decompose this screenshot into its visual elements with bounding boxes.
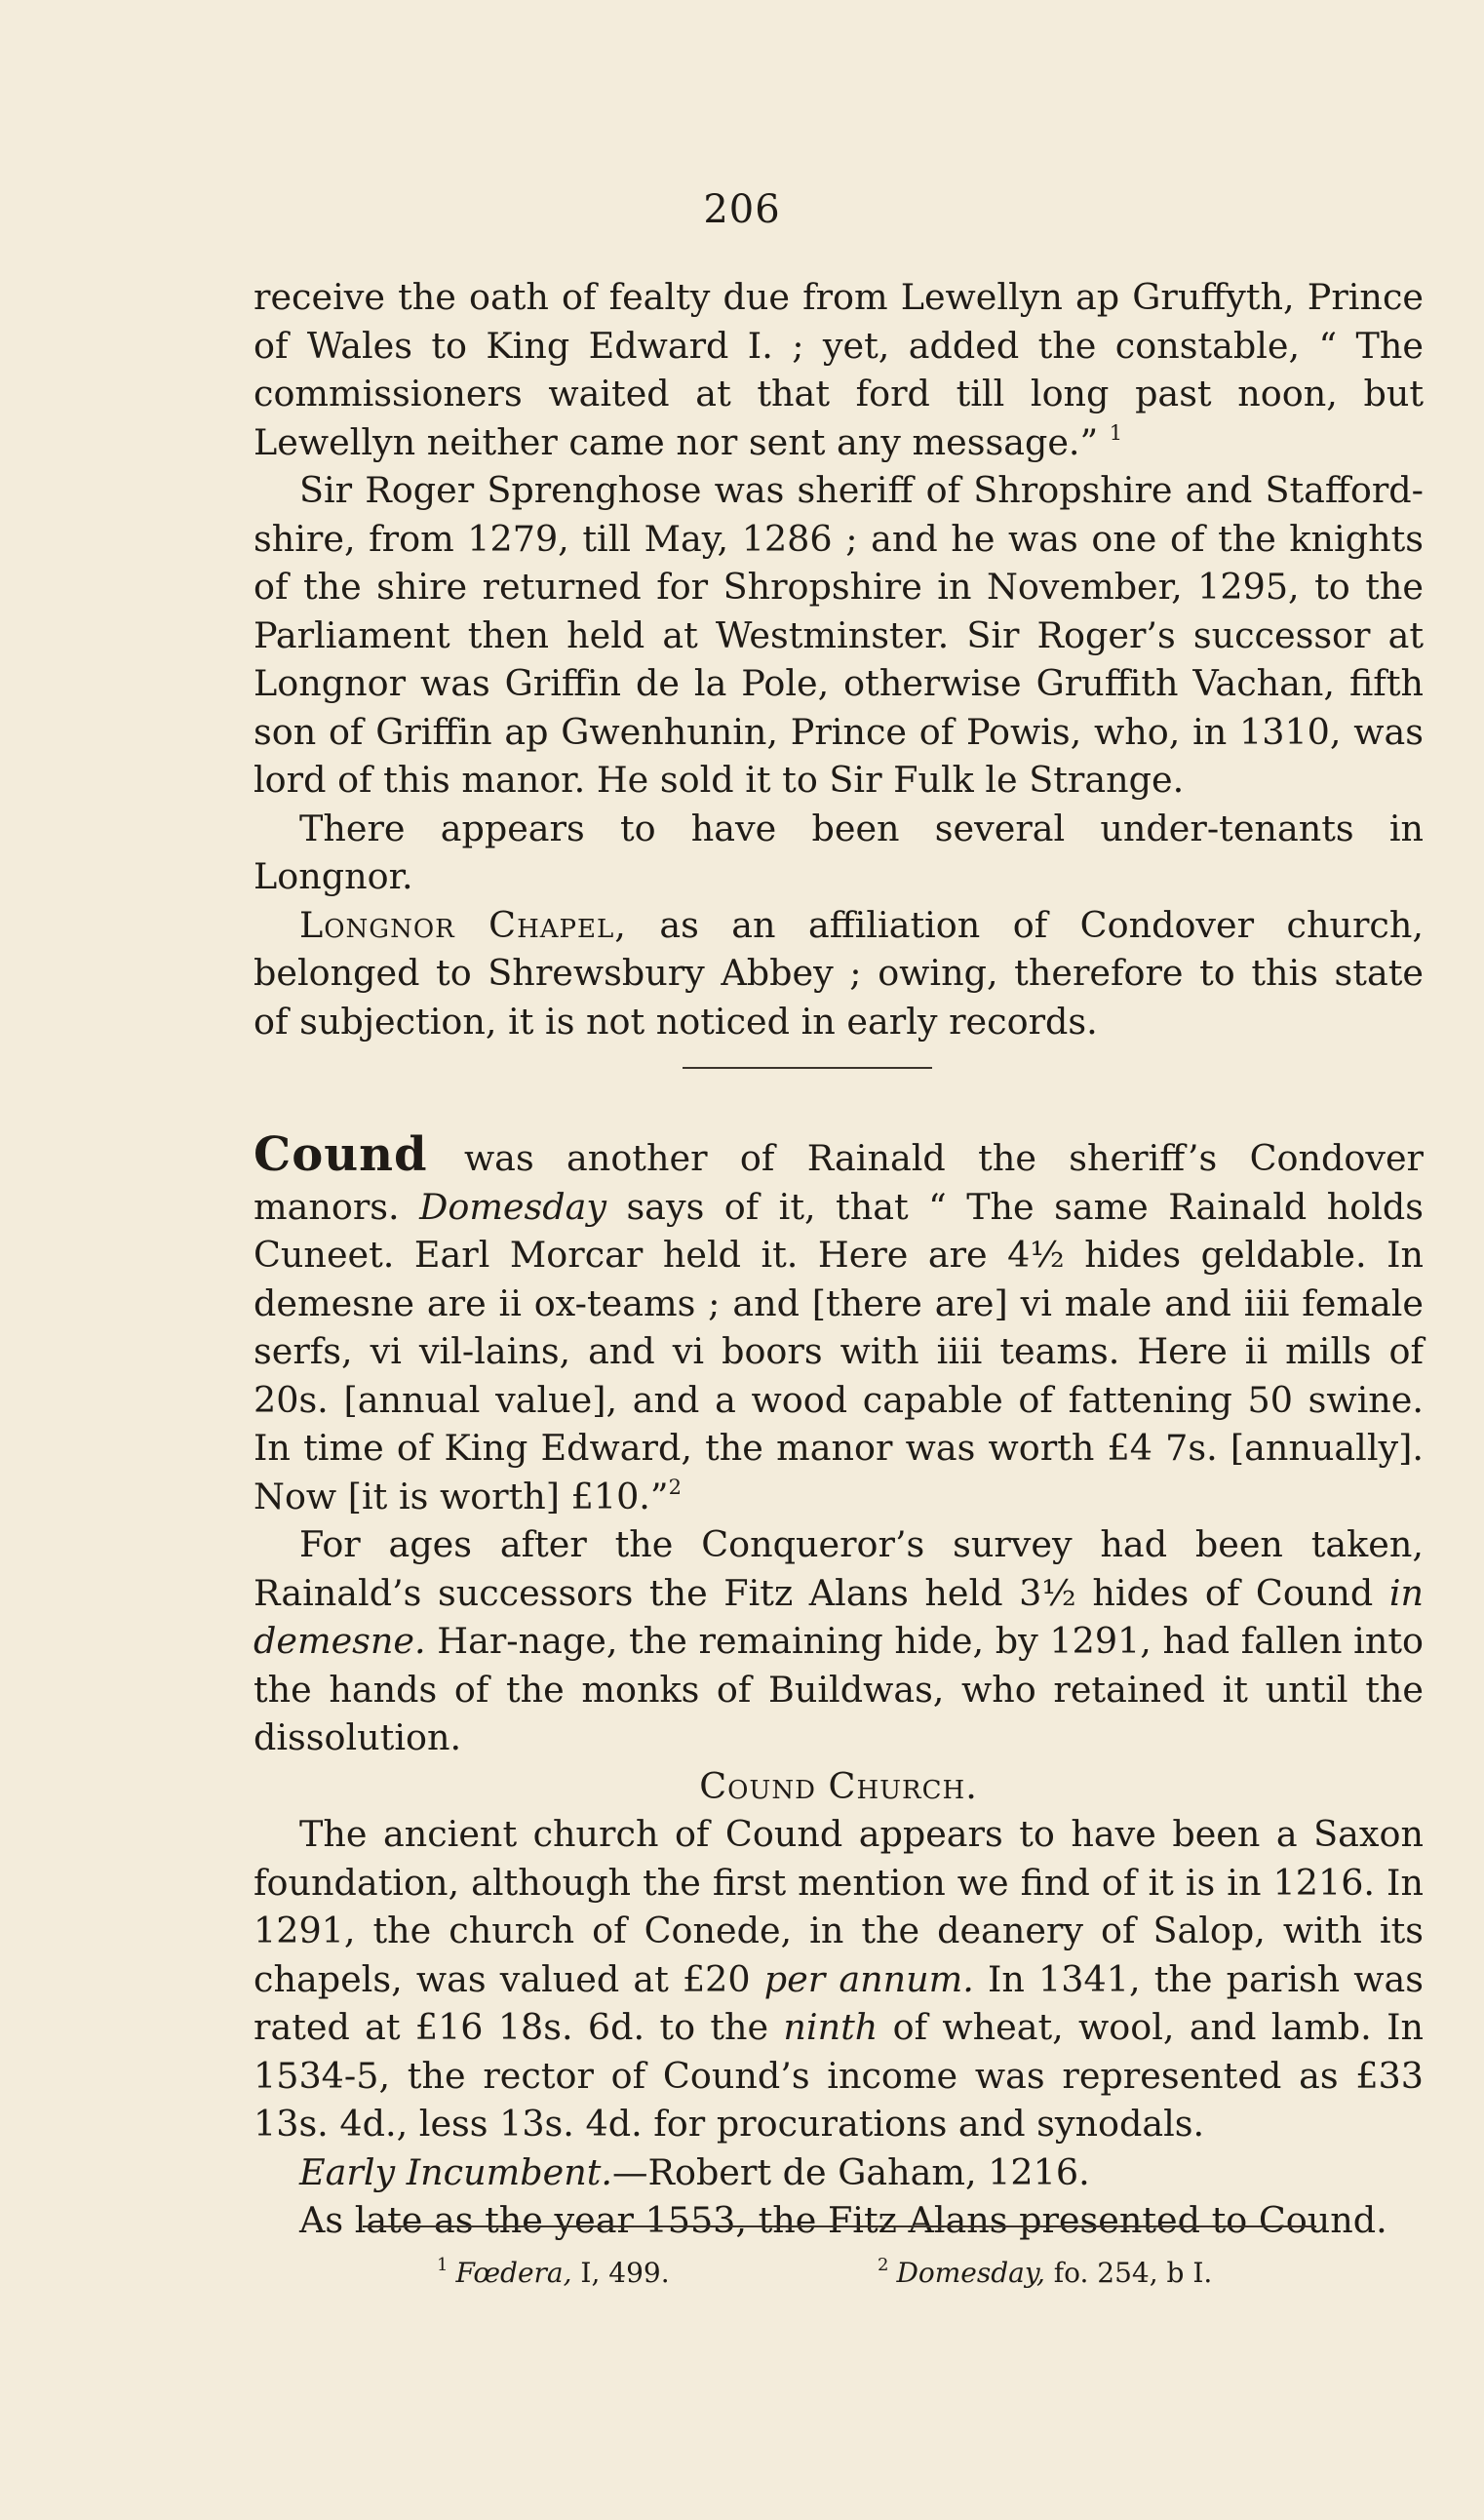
upper-text — [254, 273, 1424, 1045]
footnote-ref: 1 — [1109, 420, 1123, 445]
section-divider — [683, 1067, 932, 1069]
footnote-1: $^1$ Fœdera, I, 499. — [437, 2255, 670, 2289]
cound-text — [254, 1127, 1424, 2245]
blackletter-heading-cound: Cound — [254, 1127, 428, 1182]
paragraph-fitz-alans: For ages after the Conqueror’s survey had been taken, Rainald’s successors the Fitz Alans held 3½ hides of Cound in demesne. Har-nage, the remaining hide, by 1291, had fallen into the hands of the monks of Buildwas, who retained it until the dissolution. — [254, 1523, 1424, 1758]
paragraph-under-tenants: There appears to have been several under-tenants in Longnor. — [254, 807, 1424, 897]
footnote-ref: 2 — [668, 1475, 682, 1499]
paragraph-longnor-chapel: Longnor Chapel, as an affiliation of Condover church, belonged to Shrewsbury Abbey ; owing, therefore to this state of subjection, it is not noticed in early records. — [254, 903, 1424, 1043]
paragraph-early-incumbent: Early Incumbent.—Robert de Gaham, 1216. — [299, 2150, 1090, 2193]
paragraph-fitz-alans-presented: As late as the year 1553, the Fitz Alans presented to Cound. — [299, 2199, 1387, 2241]
paragraph-fealty: receive the oath of fealty due from Lewellyn ap Gruffyth, Prince of Wales to King Edward I. ; yet, added the constable, “ The commissioners waited at that ford till long past noon, but Lewellyn neither came nor sent any message.” $^1$ — [254, 276, 1424, 463]
page-number: 206 — [703, 187, 781, 232]
paragraph-sprenghose: Sir Roger Sprenghose was sheriff of Shropshire and Stafford-shire, from 1279, till May, 1286 ; and he was one of the knights of the shire returned for Shropshire in November, 1295, to the Parliament then held at Westminster. Sir Roger’s successor at Longnor was Griffin de la Pole, otherwise Gruffith Vachan, fifth son of Griffin ap Gwenhunin, Prince of Powis, who, in 1310, was lord of this manor. He sold it to Sir Fulk le Strange. — [254, 469, 1424, 801]
section-heading-cound-church: Cound Church. — [699, 1764, 978, 1807]
footnote-2: $^2$ Domesday, fo. 254, b I. — [878, 2255, 1213, 2289]
paragraph-cound-church: The ancient church of Cound appears to have been a Saxon foundation, although the first mention we find of it is in 1216. In 1291, the church of Conede, in the deanery of Salop, with its chapels, was valued at £20 per annum. In 1341, the parish was rated at £16 18s. 6d. to the ninth of wheat, wool, and lamb. In 1534-5, the rector of Cound’s income was represented as £33 13s. 4d., less 13s. 4d. for procurations and synodals. — [254, 1813, 1424, 2145]
paragraph-cound-domesday: Cound was another of Rainald the sheriff’s Condover manors. Domesday says of it, that “ The same Rainald holds Cuneet. Earl Morcar held it. Here are 4½ hides geldable. In demesne are ii ox-teams ; and [there are] vi male and iiii female serfs, vi vil-lains, and vi boors with iiii teams. Here ii mills of 20s. [annual value], and a wood capable of fattening 50 swine. In time of King Edward, the manor was worth £4 7s. [annually]. Now [it is worth] £10.”$^2$ — [254, 1127, 1424, 1517]
footnote-divider — [363, 2225, 1316, 2227]
section-heading-longnor-chapel: Longnor Chapel, — [299, 903, 627, 946]
